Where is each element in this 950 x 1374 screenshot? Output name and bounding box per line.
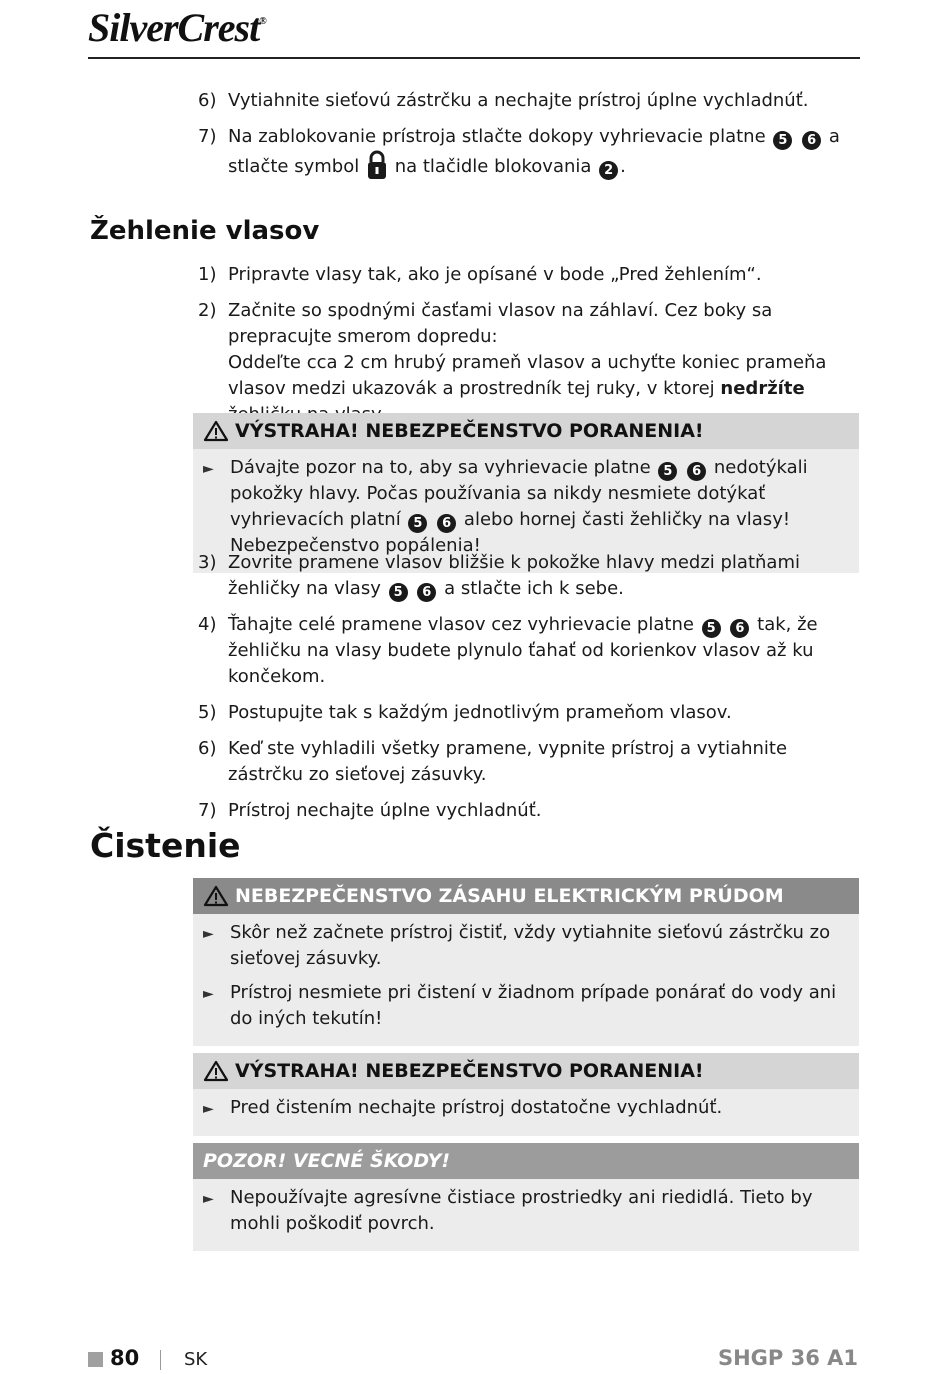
list-item: 6) Vytiahnite sieťovú zástrčku a nechajte prístroj úplne vychladnúť. <box>198 90 809 111</box>
warning-header: VÝSTRAHA! NEBEZPEČENSTVO PORANENIA! <box>193 1053 859 1089</box>
warning-header: VÝSTRAHA! NEBEZPEČENSTVO PORANENIA! <box>193 413 859 449</box>
danger-box-electric <box>193 878 859 1046</box>
list-item: 2) Začnite so spodnými časťami vlasov na záhlaví. Cez boky sa prepracujte smerom dopredu: Oddeľte cca 2 cm hrubý prameň vlasov a uchyťte koniec prameňa vlasov medzi ukazovák a prostredník tej ruky, v ktorej nedržíte <box>198 300 827 399</box>
intro-steps <box>198 88 858 190</box>
footer-square <box>88 1352 103 1367</box>
warning-box-injury <box>193 413 859 573</box>
list-item: 7) Prístroj nechajte úplne vychladnúť. <box>198 800 542 821</box>
list-item: ► Dávajte pozor na to, aby sa vyhrievacie platne 5 6 nedotýkali pokožky hlavy. Počas používania sa nikdy nesmiete dotýkať vyhrievacích platní 5 6 alebo hornej časti žehličky na vlasy! Nebezpečenstvo popálenia! <box>203 455 847 559</box>
model-number: SHGP 36 A1 <box>717 1346 858 1370</box>
section-title-hair: Žehlenie vlasov <box>90 216 320 246</box>
bullet-arrow-icon: ► <box>203 1101 214 1117</box>
callout-number: 5 <box>773 131 792 150</box>
callout-number: 6 <box>437 514 456 533</box>
page-number: 80 <box>110 1346 140 1370</box>
callout-number: 6 <box>417 583 436 602</box>
callout-number: 6 <box>730 619 749 638</box>
list-item: 6) Keď ste vyhladili všetky pramene, vypnite prístroj a vytiahnite zástrčku zo sieťovej zásuvky. <box>198 738 788 785</box>
list-item: 1) Pripravte vlasy tak, ako je opísané v bode „Pred žehlením“. <box>198 264 762 285</box>
list-item: ► Nepoužívajte agresívne čistiace prostriedky ani riedidlá. Tieto by mohli poškodiť povrch. <box>203 1185 847 1237</box>
warning-triangle-icon <box>203 885 229 907</box>
list-item: 5) Postupujte tak s každým jednotlivým prameňom vlasov. <box>198 702 732 723</box>
bullet-arrow-icon: ► <box>203 926 214 942</box>
bullet-arrow-icon: ► <box>203 1191 214 1207</box>
callout-number: 5 <box>389 583 408 602</box>
hair-steps-a <box>198 262 858 438</box>
danger-header: NEBEZPEČENSTVO ZÁSAHU ELEKTRICKÝM PRÚDOM <box>193 878 859 914</box>
list-item: 7) Na zablokovanie prístroja stlačte dokopy vyhrievacie platne 5 6 a stlačte symbol na tlačidle blokovania 2 . <box>198 126 840 178</box>
callout-number: 6 <box>802 131 821 150</box>
callout-number: 2 <box>599 161 618 180</box>
header-rule <box>88 57 860 59</box>
callout-number: 5 <box>658 462 677 481</box>
lock-icon <box>367 150 387 180</box>
warning-box-injury-cleaning <box>193 1053 859 1136</box>
bullet-arrow-icon: ► <box>203 986 214 1002</box>
list-item: ► Skôr než začnete prístroj čistiť, vždy vytiahnite sieťovú zástrčku zo sieťovej zásuvky. <box>203 920 847 972</box>
list-item: 4) Ťahajte celé pramene vlasov cez vyhrievacie platne 5 6 tak, že žehličku na vlasy budete plynulo ťahať od korienkov vlasov až ku končekom. <box>198 614 818 687</box>
list-item: ► Prístroj nesmiete pri čistení v žiadnom prípade ponárať do vody ani do iných tekutín! <box>203 980 847 1032</box>
bullet-arrow-icon: ► <box>203 461 214 477</box>
caution-header: POZOR! VECNÉ ŠKODY! <box>193 1143 859 1179</box>
callout-number: 5 <box>702 619 721 638</box>
callout-number: 6 <box>687 462 706 481</box>
caution-box-damage <box>193 1143 859 1251</box>
brand-logo: SilverCrest® <box>88 5 266 50</box>
list-item: 3) Zovrite pramene vlasov bližšie k pokožke hlavy medzi platňami žehličky na vlasy 5 6 a stlačte ich k sebe. <box>198 552 800 600</box>
warning-triangle-icon <box>203 1060 229 1082</box>
footer-divider <box>160 1350 161 1370</box>
callout-number: 5 <box>408 514 427 533</box>
warning-triangle-icon <box>203 420 229 442</box>
language-code: SK <box>184 1349 208 1370</box>
section-title-cleaning: Čistenie <box>90 826 241 865</box>
list-item: ► Pred čistením nechajte prístroj dostatočne vychladnúť. <box>203 1095 847 1122</box>
hair-steps-b <box>198 550 858 834</box>
